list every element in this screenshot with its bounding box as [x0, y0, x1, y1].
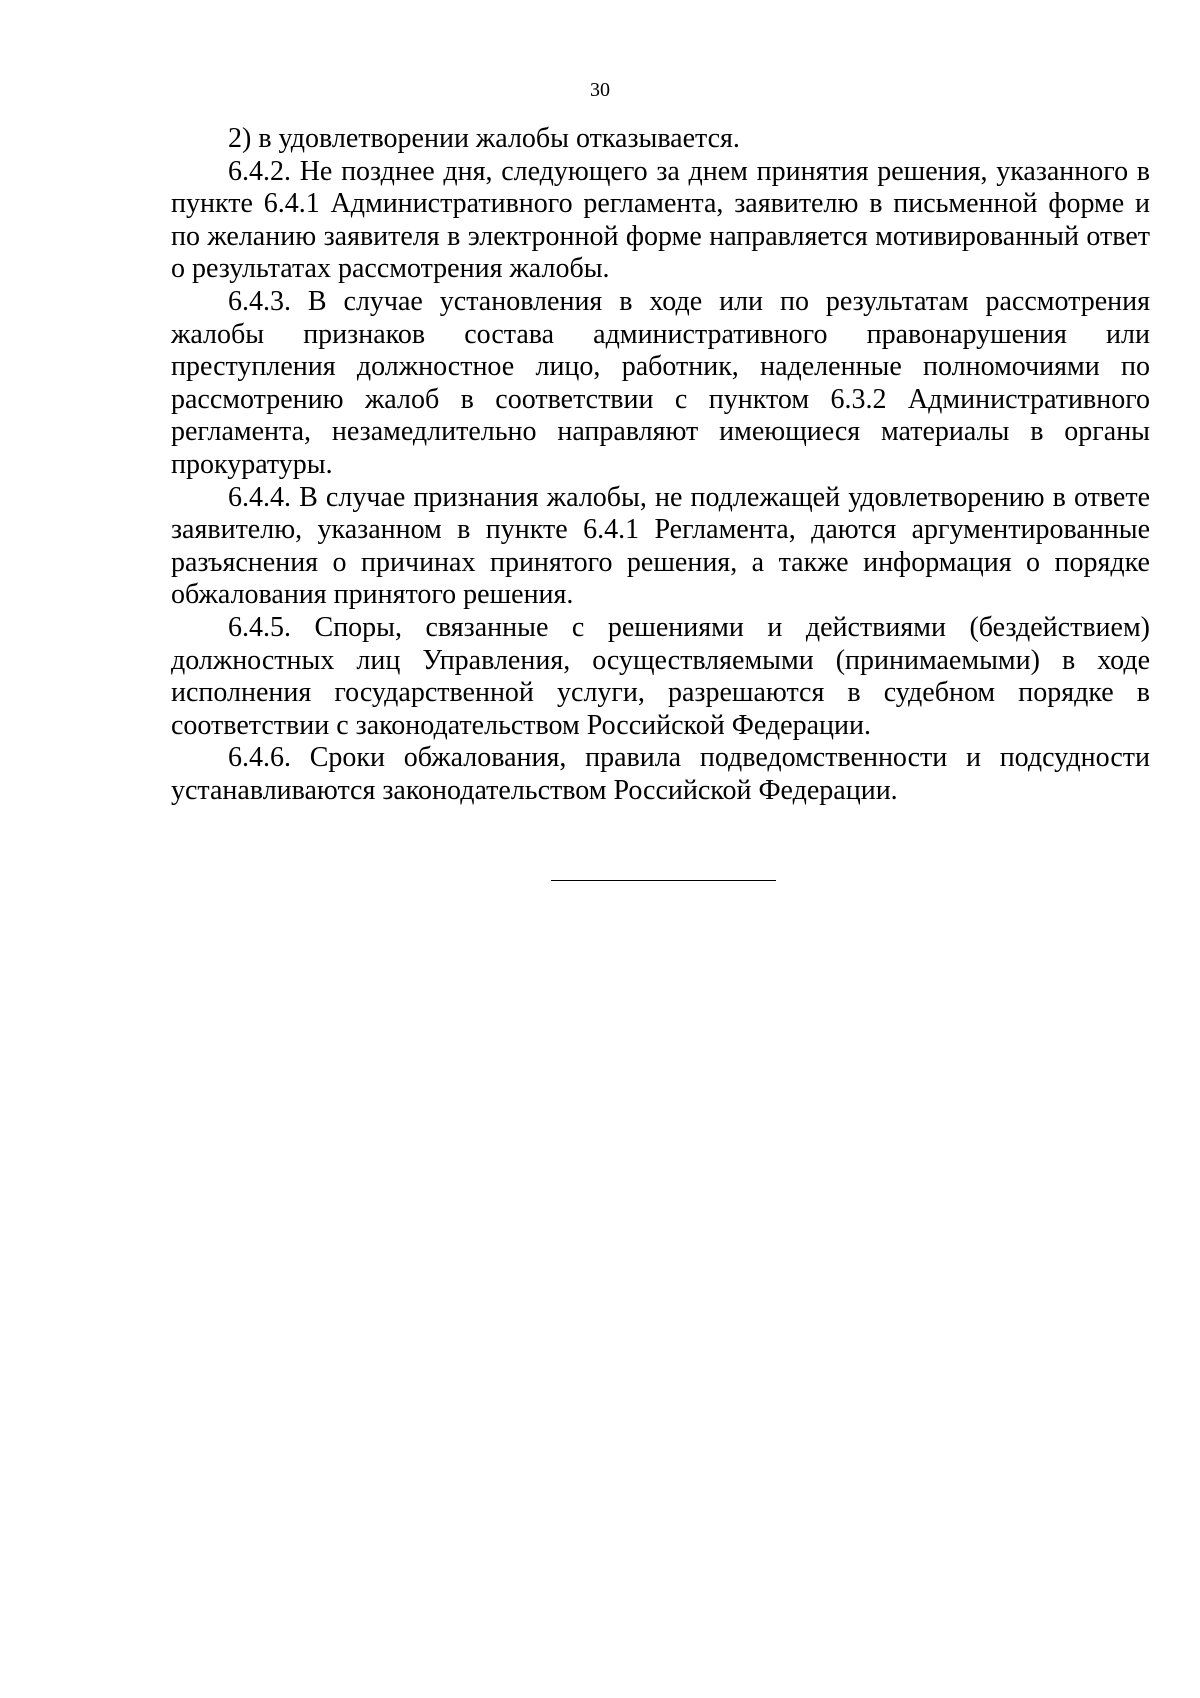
page-number: 30 — [590, 79, 610, 101]
paragraph-6-4-4: 6.4.4. В случае признания жалобы, не подлежащей удовлетворению в ответе заявителю, указанном в пункте 6.4.1 Регламента, даются аргументированные разъяснения о причинах принятого решения, а также информация о порядке обжалования принятого решения. — [171, 481, 1150, 611]
document-body — [171, 123, 1150, 807]
paragraph-6-4-6: 6.4.6. Сроки обжалования, правила подведомственности и подсудности устанавливаются законодательством Российской Федерации. — [171, 742, 1150, 806]
paragraph-refusal: 2) в удовлетворении жалобы отказывается. — [228, 123, 740, 154]
paragraph-6-4-3: 6.4.3. В случае установления в ходе или по результатам рассмотрения жалобы признаков состава административного правонарушения или преступления должностное лицо, работник, наделенные полномочиями по рассмотрению жалоб в соответствии с пунктом 6.3.2 Административного регламента, незамедлительно направляют имеющиеся материалы в органы прокуратуры. — [171, 285, 1150, 480]
paragraph-6-4-2: 6.4.2. Не позднее дня, следующего за днем принятия решения, указанного в пункте 6.4.1 Административного регламента, заявителю в письменной форме и по желанию заявителя в электронной форме направляется мотивированный ответ о результатах рассмотрения жалобы. — [171, 155, 1150, 285]
end-separator-line — [551, 880, 776, 881]
paragraph-6-4-5: 6.4.5. Споры, связанные с решениями и действиями (бездействием) должностных лиц Управления, осуществляемыми (принимаемыми) в ходе исполнения государственной услуги, разрешаются в судебном порядке в соответствии с законодательством Российской Федерации. — [171, 611, 1150, 741]
